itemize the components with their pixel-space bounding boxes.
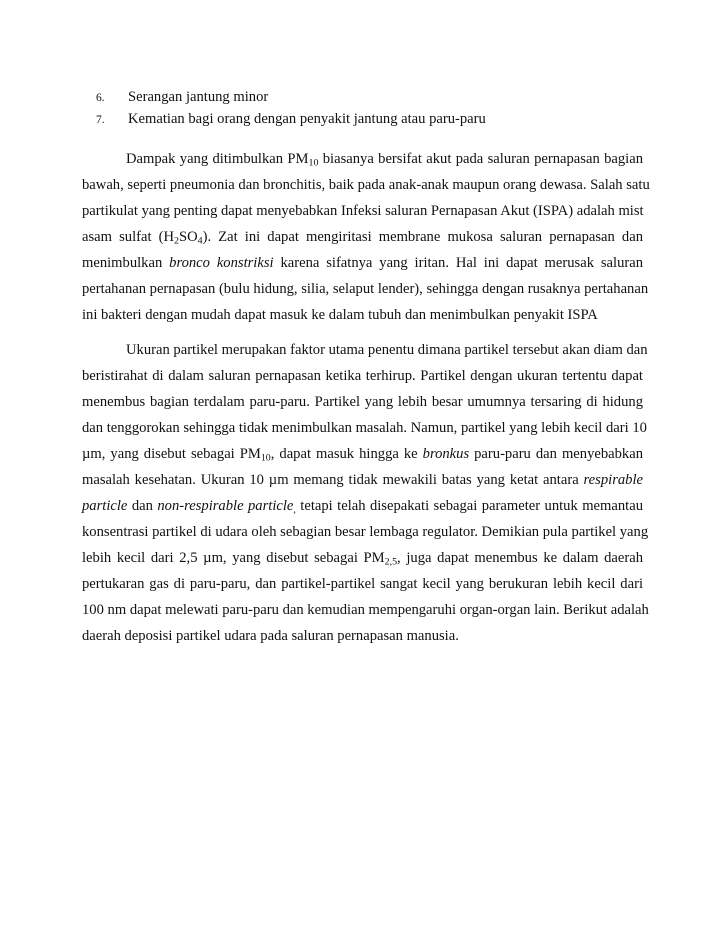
text-line (82, 545, 643, 571)
text-run: asam sulfat (H (82, 229, 175, 245)
text-run: dan (127, 498, 158, 514)
italic-term: non-respirable particle (157, 498, 294, 514)
text-run: masalah kesehatan. Ukuran 10 µm memang tidak mewakili batas yang ketat antara (82, 472, 584, 488)
italic-term: bronco konstriksi (169, 255, 274, 271)
text-line: Ukuran partikel merupakan faktor utama penentu dimana partikel tersebut akan diam dan (126, 342, 648, 358)
list-item (96, 86, 656, 108)
text-line: 100 nm dapat melewati paru-paru dan kemudian mempengaruhi organ-organ lain. Berikut adalah (82, 602, 649, 618)
text-line: partikulat yang penting dapat menyebabkan Infeksi saluran Pernapasan Akut (ISPA) adalah mist (82, 203, 644, 219)
text-line: pertukaran gas di paru-paru, dan partikel-partikel sangat kecil yang berukuran lebih kecil dari (82, 576, 643, 592)
text-line: dan tenggorokan sehingga tidak menimbulkan masalah. Namun, partikel yang lebih kecil dari 10 (82, 420, 647, 436)
subscript: 4 (197, 235, 203, 247)
list-item (96, 108, 656, 130)
text-line: konsentrasi partikel di udara oleh sebagian besar lembaga regulator. Demikian pula partikel yang (82, 524, 649, 540)
text-run: ). Zat ini dapat mengiritasi membrane mukosa saluran pernapasan dan (202, 229, 644, 245)
subscript: 10 (260, 452, 271, 464)
text-line (82, 441, 643, 467)
text-run: µm, yang disebut sebagai PM (82, 446, 261, 462)
subscript: , (293, 504, 296, 516)
paragraph-ukuran (82, 337, 649, 649)
text-run: , dapat masuk hingga ke (270, 446, 423, 462)
italic-term: bronkus (422, 446, 470, 462)
text-line: beristirahat di dalam saluran pernapasan ketika terhirup. Partikel dengan ukuran tertentu dapat (82, 368, 643, 384)
text-line: pertahanan pernapasan (bulu hidung, silia, selaput lender), sehingga dengan rusaknya pertahanan (82, 281, 649, 297)
text-line (82, 467, 643, 493)
list-text: Serangan jantung minor (128, 89, 269, 105)
italic-term: particle (82, 498, 128, 514)
list-text: Kematian bagi orang dengan penyakit jantung atau paru-paru (128, 111, 486, 127)
text-line: daerah deposisi partikel udara pada saluran pernapasan manusia. (82, 628, 459, 644)
subscript: 10 (308, 157, 319, 169)
list-number: 7. (96, 114, 105, 126)
list-number: 6. (96, 92, 105, 104)
paragraph-dampak (82, 146, 650, 328)
text-run: karena sifatnya yang iritan. Hal ini dapat merusak saluran (273, 255, 644, 271)
italic-term: respirable (583, 472, 643, 488)
subscript: 2 (174, 235, 179, 247)
text-line (82, 250, 643, 276)
text-run: lebih kecil dari 2,5 µm, yang disebut sebagai PM (82, 550, 385, 566)
text-run: SO (178, 229, 198, 245)
text-line (82, 224, 643, 250)
text-run: paru-paru dan menyebabkan (469, 446, 643, 462)
text-run: biasanya bersifat akut pada saluran pernapasan bagian (318, 151, 643, 167)
text-run: tetapi telah disepakati sebagai parameter untuk memantau (295, 498, 643, 514)
text-run: , juga dapat menembus ke dalam daerah (397, 550, 643, 566)
text-line (82, 146, 643, 172)
text-line: menembus bagian terdalam paru-paru. Partikel yang lebih besar umumnya tersaring di hidung (82, 394, 643, 410)
text-run: Dampak yang ditimbulkan PM (126, 151, 309, 167)
text-line: bawah, seperti pneumonia dan bronchitis, baik pada anak-anak maupun orang dewasa. Salah satu (82, 177, 650, 193)
subscript: 2,5 (384, 556, 398, 568)
numbered-list (96, 86, 656, 130)
text-run: menimbulkan (82, 255, 170, 271)
text-line: ini bakteri dengan mudah dapat masuk ke dalam tubuh dan menimbulkan penyakit ISPA (82, 307, 598, 323)
text-line (82, 493, 643, 519)
